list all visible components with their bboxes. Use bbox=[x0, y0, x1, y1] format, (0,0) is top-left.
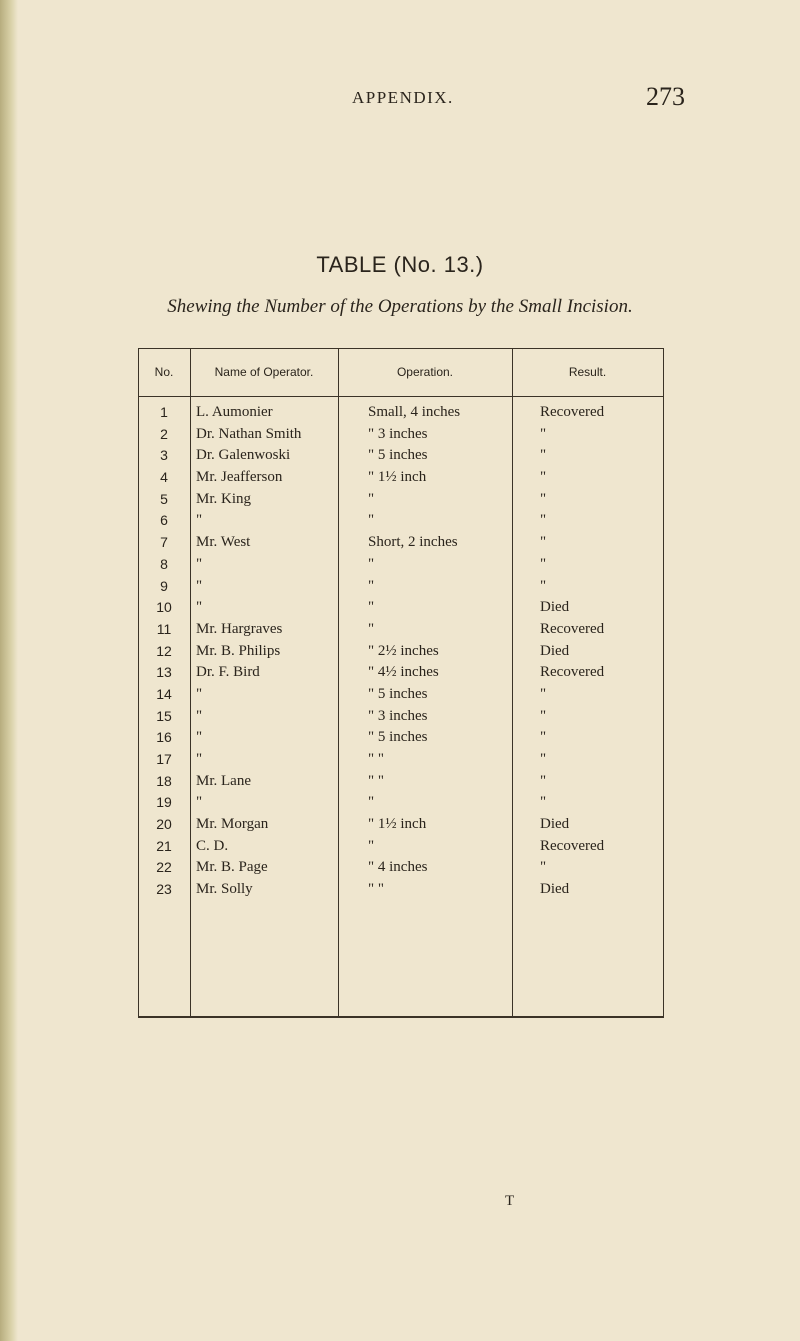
result-cell: " bbox=[540, 859, 547, 876]
table-row bbox=[138, 814, 664, 836]
result-cell: " bbox=[540, 794, 547, 811]
row-number: 5 bbox=[160, 490, 168, 507]
row-number: 3 bbox=[160, 447, 168, 464]
operator-name: " bbox=[196, 707, 203, 724]
table-row bbox=[138, 619, 664, 641]
result-cell: " bbox=[540, 534, 547, 551]
header-result: Result. bbox=[568, 365, 607, 379]
header-no: No. bbox=[154, 365, 174, 379]
operator-name: Mr. Solly bbox=[196, 881, 253, 898]
operation-cell: " bbox=[368, 555, 375, 572]
table-title: TABLE (No. 13.) bbox=[316, 252, 484, 277]
result-cell: " bbox=[540, 447, 547, 464]
row-number: 21 bbox=[156, 837, 172, 854]
row-number: 2 bbox=[160, 425, 168, 442]
result-cell: " bbox=[540, 469, 547, 486]
result-cell: Recovered bbox=[540, 404, 605, 420]
operator-name: Mr. Lane bbox=[196, 772, 251, 789]
operation-cell: " " bbox=[368, 751, 384, 767]
table-row bbox=[138, 727, 664, 749]
result-cell: " bbox=[540, 707, 547, 724]
table-row bbox=[138, 576, 664, 598]
operation-cell: " 3 inches bbox=[368, 425, 428, 442]
result-cell: " bbox=[540, 685, 547, 702]
row-number: 17 bbox=[156, 751, 172, 767]
page-binding-edge bbox=[0, 0, 18, 1341]
operator-name: Mr. King bbox=[196, 490, 252, 507]
operation-cell: " 5 inches bbox=[368, 729, 428, 746]
table-bottom-rule bbox=[138, 1016, 664, 1018]
table-row bbox=[138, 836, 664, 858]
result-cell: Died bbox=[540, 881, 570, 898]
table-body bbox=[138, 402, 664, 901]
operation-cell: Short, 2 inches bbox=[368, 534, 458, 551]
operator-name: " bbox=[196, 751, 203, 767]
operation-cell: " 3 inches bbox=[368, 707, 428, 724]
operator-name: Mr. Hargraves bbox=[196, 620, 283, 637]
operation-cell: " bbox=[368, 599, 375, 616]
row-number: 16 bbox=[156, 729, 172, 746]
operator-name: Mr. B. Philips bbox=[196, 642, 281, 659]
result-cell: Died bbox=[540, 642, 570, 659]
result-cell: " bbox=[540, 751, 547, 767]
table-row bbox=[138, 662, 664, 684]
table-row bbox=[138, 489, 664, 511]
table-row bbox=[138, 510, 664, 532]
operator-name: " bbox=[196, 599, 203, 616]
operation-cell: " bbox=[368, 620, 375, 637]
result-cell: " bbox=[540, 425, 547, 442]
table-row bbox=[138, 402, 664, 424]
table-row bbox=[138, 532, 664, 554]
page-number: 273 bbox=[646, 82, 685, 111]
table-row bbox=[138, 792, 664, 814]
operator-name: C. D. bbox=[196, 837, 229, 854]
table-row bbox=[138, 706, 664, 728]
result-cell: Recovered bbox=[540, 664, 605, 681]
row-number: 19 bbox=[156, 794, 172, 811]
operations-table bbox=[138, 348, 664, 1018]
header-name: Name of Operator. bbox=[214, 365, 314, 379]
operation-cell: " 1½ inch bbox=[368, 469, 427, 486]
row-number: 18 bbox=[156, 772, 172, 789]
row-number: 9 bbox=[160, 577, 168, 594]
result-cell: Recovered bbox=[540, 837, 605, 854]
table-row bbox=[138, 641, 664, 663]
table-row bbox=[138, 771, 664, 793]
result-cell: Recovered bbox=[540, 620, 605, 637]
row-number: 4 bbox=[160, 469, 168, 486]
row-number: 13 bbox=[156, 664, 172, 681]
operation-cell: " " bbox=[368, 881, 384, 898]
table-row bbox=[138, 424, 664, 446]
operation-cell: " 5 inches bbox=[368, 685, 428, 702]
operation-cell: " 2½ inches bbox=[368, 642, 439, 659]
row-number: 12 bbox=[156, 642, 172, 659]
operator-name: " bbox=[196, 512, 203, 529]
result-cell: " bbox=[540, 729, 547, 746]
operation-cell: " 5 inches bbox=[368, 447, 428, 464]
operation-cell: " 1½ inch bbox=[368, 816, 427, 833]
operation-cell: " " bbox=[368, 772, 384, 789]
operation-cell: Small, 4 inches bbox=[368, 404, 461, 420]
row-number: 8 bbox=[160, 555, 168, 572]
operator-name: " bbox=[196, 729, 203, 746]
table-row bbox=[138, 857, 664, 879]
result-cell: " bbox=[540, 512, 547, 529]
operator-name: Mr. B. Page bbox=[196, 859, 268, 876]
operator-name: " bbox=[196, 577, 203, 594]
result-cell: " bbox=[540, 490, 547, 507]
operation-cell: " 4 inches bbox=[368, 859, 428, 876]
operation-cell: " bbox=[368, 512, 375, 529]
operation-cell: " bbox=[368, 490, 375, 507]
operator-name: Dr. F. Bird bbox=[196, 664, 260, 681]
row-number: 22 bbox=[156, 859, 172, 876]
running-head: APPENDIX. bbox=[352, 88, 454, 107]
operator-name: L. Aumonier bbox=[196, 404, 273, 420]
row-number: 10 bbox=[156, 599, 172, 616]
table-row bbox=[138, 597, 664, 619]
table-row bbox=[138, 684, 664, 706]
operation-cell: " bbox=[368, 577, 375, 594]
header-operation: Operation. bbox=[396, 365, 454, 379]
row-number: 7 bbox=[160, 534, 168, 551]
operator-name: Mr. Morgan bbox=[196, 816, 269, 833]
table-subtitle: Shewing the Number of the Operations by the Small Incision. bbox=[167, 296, 633, 317]
operator-name: Dr. Nathan Smith bbox=[196, 425, 302, 442]
row-number: 20 bbox=[156, 816, 172, 833]
row-number: 11 bbox=[156, 620, 172, 637]
result-cell: " bbox=[540, 577, 547, 594]
result-cell: Died bbox=[540, 816, 570, 833]
row-number: 15 bbox=[156, 707, 172, 724]
row-number: 1 bbox=[160, 404, 168, 420]
operator-name: " bbox=[196, 555, 203, 572]
operation-cell: " bbox=[368, 794, 375, 811]
signature-mark: T bbox=[505, 1193, 515, 1209]
table-row bbox=[138, 879, 664, 901]
table-row bbox=[138, 445, 664, 467]
operator-name: Dr. Galenwoski bbox=[196, 447, 291, 464]
result-cell: " bbox=[540, 555, 547, 572]
result-cell: " bbox=[540, 772, 547, 789]
operator-name: Mr. West bbox=[196, 534, 251, 551]
operation-cell: " bbox=[368, 837, 375, 854]
table-top-rule bbox=[138, 348, 664, 349]
table-row bbox=[138, 554, 664, 576]
row-number: 6 bbox=[160, 512, 168, 529]
row-number: 23 bbox=[156, 881, 172, 898]
table-header-rule bbox=[138, 396, 664, 397]
operator-name: " bbox=[196, 685, 203, 702]
result-cell: Died bbox=[540, 599, 570, 616]
operator-name: Mr. Jeafferson bbox=[196, 469, 283, 486]
operator-name: " bbox=[196, 794, 203, 811]
row-number: 14 bbox=[156, 685, 172, 702]
operation-cell: " 4½ inches bbox=[368, 664, 439, 681]
table-row bbox=[138, 749, 664, 771]
table-row bbox=[138, 467, 664, 489]
